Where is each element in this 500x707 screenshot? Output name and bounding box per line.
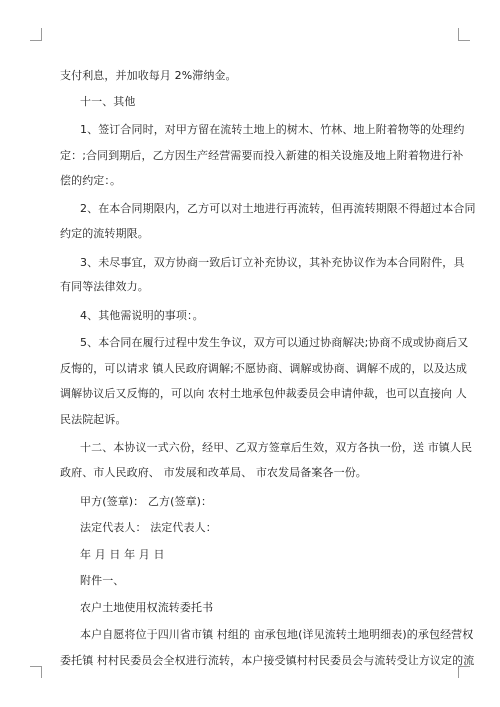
legal-representatives: 法定代表人： 法定代表人： — [80, 521, 217, 534]
text-line: 有同等法律效力。 — [60, 280, 149, 293]
date-line: 年 月 日 年 月 日 — [80, 548, 165, 561]
crop-mark-top-left-v — [41, 28, 42, 40]
text-line: 约定的流转期限。 — [60, 227, 149, 240]
crop-mark-top-right-v — [458, 28, 459, 40]
text-line: 5、本合同在履行过程中发生争议，双方可以通过协商解决;协商不成或协商后又 — [80, 336, 469, 349]
text-line: 民法院起诉。 — [60, 413, 127, 426]
text-line: 委托镇 村村民委员会全权进行流转，本户接受镇村村民委员会与流转受让方议定的流 — [60, 654, 475, 667]
text-line: 定：;合同到期后，乙方因生产经营需要而投入新建的相关设施及地上附着物进行补 — [60, 149, 464, 162]
text-line: 调解协议后又反悔的，可以向 农村土地承包仲裁委员会申请仲裁，也可以直接向 人 — [60, 387, 467, 400]
crop-mark-bottom-left-v — [41, 666, 42, 678]
text-line: 3、未尽事宜，双方协商一致后订立补充协议，其补充协议作为本合同附件，具 — [80, 256, 465, 269]
text-line: 2、在本合同期限内，乙方可以对土地进行再流转，但再流转期限不得超过本合同 — [80, 202, 476, 215]
text-line: 支付利息，并加收每月 2%滞纳金。 — [60, 69, 237, 82]
text-line: 十二、本协议一式六份，经甲、乙双方签章后生效，双方各执一份，送 市镇人民 — [80, 441, 473, 454]
crop-mark-top-right-h — [458, 40, 470, 41]
attachment-title: 农户土地使用权流转委托书 — [80, 601, 214, 614]
text-line: 1、签订合同时，对甲方留在流转土地上的树木、竹林、地上附着物等的处理约 — [80, 123, 465, 136]
text-line: 本户自愿将位于四川省市镇 村组的 亩承包地(详见流转土地明细表)的承包经营权 — [80, 628, 474, 641]
text-line: 4、其他需说明的事项：。 — [80, 309, 204, 322]
section-heading: 十一、其他 — [80, 95, 136, 108]
text-line: 偿的约定：。 — [60, 174, 122, 187]
attachment-label: 附件一、 — [80, 574, 125, 587]
text-line: 政府、市人民政府、 市发展和改革局、 市农发局备案各一份。 — [60, 466, 367, 479]
signature-parties: 甲方(签章)： 乙方(签章)： — [80, 495, 213, 508]
crop-mark-top-left-h — [30, 40, 42, 41]
text-line: 反悔的，可以请求 镇人民政府调解;不愿协商、调解或协商、调解不成的，以及达成 — [60, 362, 467, 375]
